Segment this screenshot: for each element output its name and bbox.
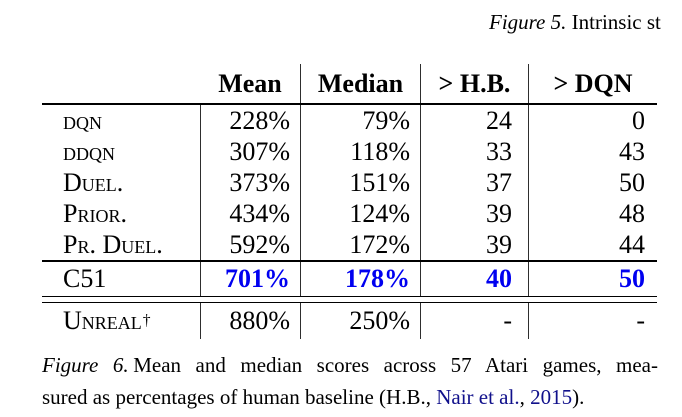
caption-line1 (42, 349, 658, 381)
header-mean: Mean (218, 68, 282, 98)
caption-line2 (42, 381, 658, 413)
row-label-prior: Prior. (63, 198, 127, 228)
cell-pr-duel-gt-hb: 39 (420, 229, 528, 260)
cell-dqn-gt-dqn: 0 (528, 105, 657, 136)
cell-duel-gt-hb: 37 (420, 167, 528, 198)
cell-prior-median: 124% (300, 198, 420, 229)
cell-duel-median: 151% (300, 167, 420, 198)
figure5-partial-caption (489, 10, 661, 35)
unreal-label-text: Unreal (63, 305, 142, 335)
cell-dqn-mean: 228% (200, 105, 300, 136)
header-gt-dqn: > DQN (528, 64, 657, 103)
row-label-pr-duel: Pr. Duel. (63, 229, 163, 259)
cell-unreal-median: 250% (300, 303, 420, 339)
row-label-c51: C51 (63, 263, 107, 293)
cell-pr-duel-gt-dqn: 44 (528, 229, 657, 260)
double-rule-below-c51 (42, 296, 657, 303)
cell-prior-gt-hb: 39 (420, 198, 528, 229)
cell-ddqn-median: 118% (300, 136, 420, 167)
cell-prior-mean: 434% (200, 198, 300, 229)
cell-ddqn-gt-dqn: 43 (528, 136, 657, 167)
cell-pr-duel-mean: 592% (200, 229, 300, 260)
figure5-label: Figure 5. (489, 10, 567, 34)
figure6-label: Figure 6. (42, 353, 129, 377)
caption-suffix: ). (572, 385, 585, 409)
cell-unreal-mean: 880% (200, 303, 300, 339)
row-label-duel: Duel. (63, 167, 124, 197)
cell-c51-median: 178% (300, 262, 420, 296)
cell-c51-gt-hb: 40 (420, 262, 528, 296)
figure6-caption (42, 349, 658, 413)
caption-line2-text: sured as percentages of human baseline (H.B., (42, 385, 437, 409)
cell-dqn-gt-hb: 24 (420, 105, 528, 136)
citation-link-authors[interactable]: Nair et al. (436, 385, 520, 409)
cell-prior-gt-dqn: 48 (528, 198, 657, 229)
citation-link-year[interactable]: 2015 (530, 385, 573, 409)
cell-ddqn-mean: 307% (200, 136, 300, 167)
header-empty-cell (42, 64, 200, 103)
cell-pr-duel-median: 172% (300, 229, 420, 260)
header-median: Median (300, 64, 420, 103)
cell-duel-gt-dqn: 50 (528, 167, 657, 198)
citation-separator: , (519, 385, 531, 409)
cell-unreal-gt-dqn: - (528, 303, 657, 339)
row-label-unreal: Unreal † (63, 305, 151, 335)
cell-unreal-gt-hb: - (420, 303, 528, 339)
results-table (42, 64, 657, 339)
cell-dqn-median: 79% (300, 105, 420, 136)
cell-c51-gt-dqn: 50 (528, 262, 657, 296)
row-label-dqn: dqn (63, 105, 102, 135)
cell-c51-mean: 701% (200, 262, 300, 296)
row-label-ddqn: ddqn (63, 136, 115, 166)
cell-ddqn-gt-hb: 33 (420, 136, 528, 167)
cell-duel-mean: 373% (200, 167, 300, 198)
caption-line1-text: Mean and median scores across 57 Atari games, mea- (133, 353, 658, 377)
header-gt-hb: > H.B. (420, 64, 528, 103)
figure5-text: Intrinsic st (571, 10, 661, 34)
